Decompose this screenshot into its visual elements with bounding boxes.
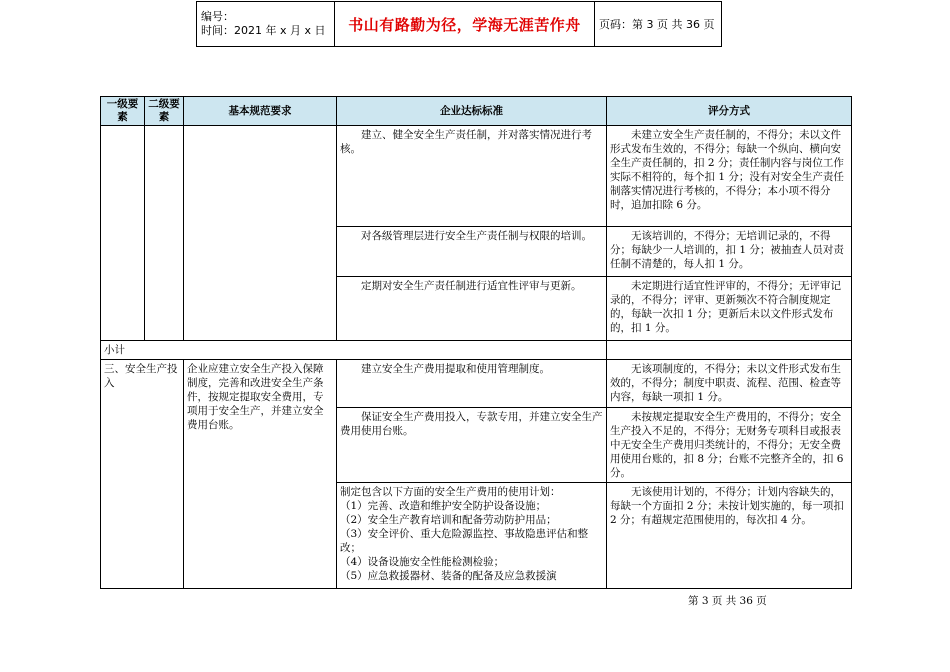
subtotal-row (101, 341, 852, 360)
header-page-label: 页码：第 3 页 共 36 页 (595, 2, 722, 47)
header-motto: 书山有路勤为径，学海无涯苦作舟 (335, 2, 595, 47)
table-header-row (101, 97, 852, 126)
plan-item: （5）应急救援器材、装备的配备及应急救援演 (340, 570, 557, 582)
col-header-scoring: 评分方式 (607, 97, 852, 126)
level2-cell-empty (145, 126, 184, 341)
document-time-label: 时间：2021 年 x 月 x 日 (201, 24, 326, 37)
plan-item: （3）安全评价、重大危险源监控、事故隐患评估和整改； (340, 528, 589, 554)
standards-table (100, 96, 852, 589)
scoring-cell: 未定期进行适宜性评审的，不得分；无评审记录的，不得分；评审、更新频次不符合制度规定的，每缺一次扣 1 分；更新后未以文件形式发布的，扣 1 分。 (607, 277, 852, 341)
plan-item: （4）设备设施安全性能检测检验； (340, 556, 505, 568)
requirement-cell: 企业应建立安全生产投入保障制度，完善和改进安全生产条件，按规定提取安全费用，专项用于安全生产，并建立安全费用台账。 (184, 360, 337, 589)
plan-intro: 制定包含以下方面的安全生产费用的使用计划： (340, 486, 561, 498)
requirement-cell-empty (184, 126, 337, 341)
standard-cell: 对各级管理层进行安全生产责任制与权限的培训。 (337, 227, 607, 277)
standard-cell: 定期对安全生产责任制进行适宜性评审与更新。 (337, 277, 607, 341)
plan-standard-cell (337, 483, 607, 589)
plan-item: （2）安全生产教育培训和配备劳动防护用品； (340, 514, 557, 526)
level1-cell-empty (101, 126, 145, 341)
scoring-cell: 无该培训的，不得分；无培训记录的，不得分；每缺少一人培训的，扣 1 分；被抽查人员对责任制不清楚的，每人扣 1 分。 (607, 227, 852, 277)
scoring-cell: 无该使用计划的，不得分；计划内容缺失的，每缺一个方面扣 2 分；未按计划实施的，每一项扣 2 分；有超规定范围使用的，每次扣 4 分。 (607, 483, 852, 589)
col-header-requirement: 基本规范要求 (184, 97, 337, 126)
standard-cell: 建立、健全安全生产责任制，并对落实情况进行考核。 (337, 126, 607, 227)
page-footer: 第 3 页 共 36 页 (688, 595, 767, 607)
standard-cell: 保证安全生产费用投入，专款专用，并建立安全生产费用使用台账。 (337, 408, 607, 483)
subtotal-label: 小计 (101, 341, 607, 360)
col-header-level2: 二级要素 (145, 97, 184, 126)
subtotal-value-empty (607, 341, 852, 360)
scoring-cell: 无该项制度的，不得分；未以文件形式发布生效的，不得分；制度中职责、流程、范围、检查等内容，每缺一项扣 1 分。 (607, 360, 852, 408)
level1-element: 三、安全生产投入 (101, 360, 184, 589)
col-header-level1: 一级要素 (101, 97, 145, 126)
document-header (196, 1, 722, 47)
document-number-label: 编号： (201, 10, 234, 23)
standard-cell: 建立安全生产费用提取和使用管理制度。 (337, 360, 607, 408)
header-meta-cell (197, 2, 335, 47)
scoring-cell: 未建立安全生产责任制的，不得分；未以文件形式发布生效的，不得分；每缺一个纵向、横向安全生产责任制的，扣 2 分；责任制内容与岗位工作实际不相符的，每个扣 1 分；没有对安全生产责任制落实情况进行考核的，不得分；本小项不得分时，追加扣除 6 分。 (607, 126, 852, 227)
plan-item: （1）完善、改造和维护安全防护设备设施； (340, 500, 547, 512)
table-row (101, 126, 852, 227)
table-row (101, 360, 852, 408)
col-header-standard: 企业达标标准 (337, 97, 607, 126)
scoring-cell: 未按规定提取安全生产费用的，不得分；安全生产投入不足的，不得分；无财务专项科目或报表中无安全生产费用归类统计的，不得分；无安全费用使用台账的，扣 8 分；台账不完整齐全的，扣 6 分。 (607, 408, 852, 483)
